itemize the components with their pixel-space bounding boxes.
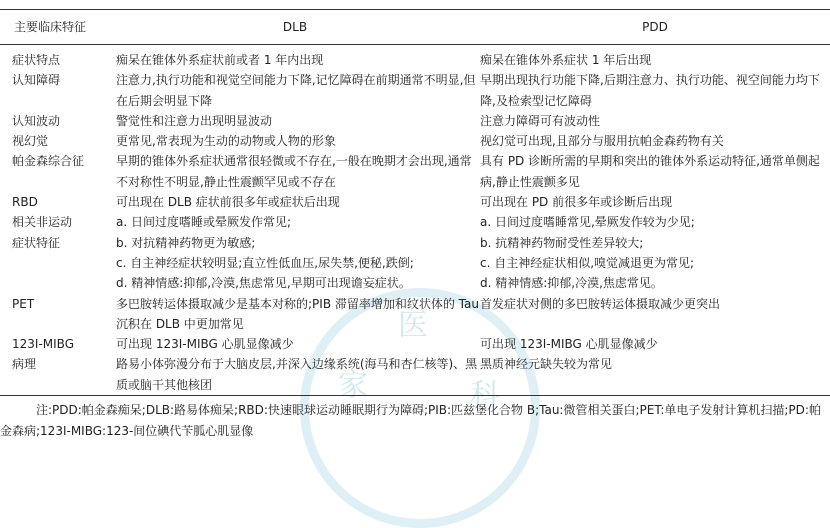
table-row: [0, 151, 830, 192]
row-pdd: 注意力障碍可有波动性: [480, 113, 601, 128]
header-dlb: DLB: [282, 19, 308, 34]
row-feature: 症状特征: [12, 235, 61, 250]
row-feature: PET: [12, 296, 35, 311]
row-pdd: 视幻觉可出现,且部分与服用抗帕金森药物有关: [480, 134, 724, 149]
table-row: [0, 131, 830, 151]
row-dlb: a. 日间过度嗜睡或晕厥发作常见;: [116, 215, 292, 230]
row-pdd: 可出现在 PD 前很多年或诊断后出现: [480, 195, 673, 210]
comparison-table: [0, 9, 830, 396]
row-dlb: d. 精神情感:抑郁,冷漠,焦虑常见,早期可出现谵妄症状。: [116, 276, 411, 291]
row-feature: 认知波动: [12, 113, 61, 128]
table-row: [0, 45, 830, 71]
table-row: [0, 334, 830, 354]
table-row: [0, 273, 830, 293]
row-dlb: 可出现在 DLB 症状前很多年或症状后出现: [116, 195, 340, 210]
row-pdd: d. 精神情感:抑郁,冷漠,焦虑常见。: [480, 276, 663, 291]
header-pdd: PDD: [642, 19, 668, 34]
row-feature: 帕金森综合征: [12, 154, 85, 169]
row-pdd: 首发症状对侧的多巴胺转运体摄取减少更突出: [480, 296, 721, 311]
row-feature: 病理: [12, 357, 37, 372]
header-feature: 主要临床特征: [14, 19, 87, 34]
row-feature: RBD: [12, 195, 38, 210]
table-row: [0, 354, 830, 395]
row-dlb: b. 对抗精神药物更为敏感;: [116, 235, 256, 250]
row-pdd: a. 日间过度嗜睡常见,晕厥发作较为少见;: [480, 215, 695, 230]
table-row: [0, 192, 830, 212]
table-header-row: [0, 10, 830, 45]
watermark-char: 医: [398, 308, 428, 343]
row-feature: 视幻觉: [12, 134, 49, 149]
table-row: [0, 111, 830, 131]
row-pdd: b. 抗精神药物耐受性差异较大;: [480, 235, 644, 250]
row-pdd: 早期出现执行功能下降,后期注意力、执行功能、视空间能力均下降,及检索型记忆障碍: [480, 73, 820, 108]
row-feature: [0, 253, 110, 273]
row-feature: 相关非运动: [12, 215, 73, 230]
row-dlb: c. 自主神经症状较明显;直立性低血压,尿失禁,便秘,跌倒;: [116, 255, 414, 270]
row-dlb: 警觉性和注意力出现明显波动: [116, 113, 273, 128]
row-feature: 认知障碍: [12, 73, 61, 88]
row-feature: 症状特点: [12, 53, 61, 67]
row-pdd: 痴呆在锥体外系症状 1 年后出现: [480, 53, 652, 67]
table-row: [0, 212, 830, 232]
table-row: [0, 233, 830, 253]
row-feature: [0, 273, 110, 293]
row-dlb: 注意力,执行功能和视觉空间能力下降,记忆障碍在前期通常不明显,但在后期会明显下降: [116, 73, 476, 108]
row-dlb: 痴呆在锥体外系症状前或者 1 年内出现: [116, 53, 324, 67]
table-row: [0, 294, 830, 335]
table-row: [0, 70, 830, 111]
row-dlb: 可出现 123I-MIBG 心肌显像减少: [116, 337, 294, 352]
row-dlb: 多巴胺转运体摄取减少是基本对称的;PIB 滞留率增加和纹状体的 Tau 沉积在 DLB 中更加常见: [116, 296, 479, 331]
row-dlb: 路易小体弥漫分布于大脑皮层,并深入边缘系统(海马和杏仁核等)、黑质或脑干其他核团: [116, 357, 478, 392]
row-dlb: 早期的锥体外系症状通常很轻微或不存在,一般在晚期才会出现,通常不对称性不明显,静止性震颤罕见或不存在: [116, 154, 472, 189]
row-pdd: 具有 PD 诊断所需的早期和突出的锥体外系运动特征,通常单侧起病,静止性震颤多见: [480, 154, 820, 189]
row-pdd: 可出现 123I-MIBG 心肌显像减少: [480, 337, 658, 352]
row-pdd: 黑质神经元缺失较为常见: [480, 357, 613, 372]
watermark-char: 科: [470, 378, 500, 413]
watermark-char: 家: [338, 368, 368, 403]
row-pdd: c. 自主神经症状相似,嗅觉减退更为常见;: [480, 255, 695, 270]
table-footnote: 注:PDD:帕金森痴呆;DLB:路易体痴呆;RBD:快速眼球运动睡眠期行为障碍;PIB:匹兹堡化合物 B;Tau:微管相关蛋白;PET:单电子发射计算机扫描;PD:帕金森病;123I-MIBG:123-间位碘代苄胍心肌显像: [0, 403, 821, 438]
row-dlb: 更常见,常表现为生动的动物或人物的形象: [116, 134, 336, 149]
table-row: [0, 253, 830, 273]
row-feature: 123I-MIBG: [12, 337, 74, 352]
